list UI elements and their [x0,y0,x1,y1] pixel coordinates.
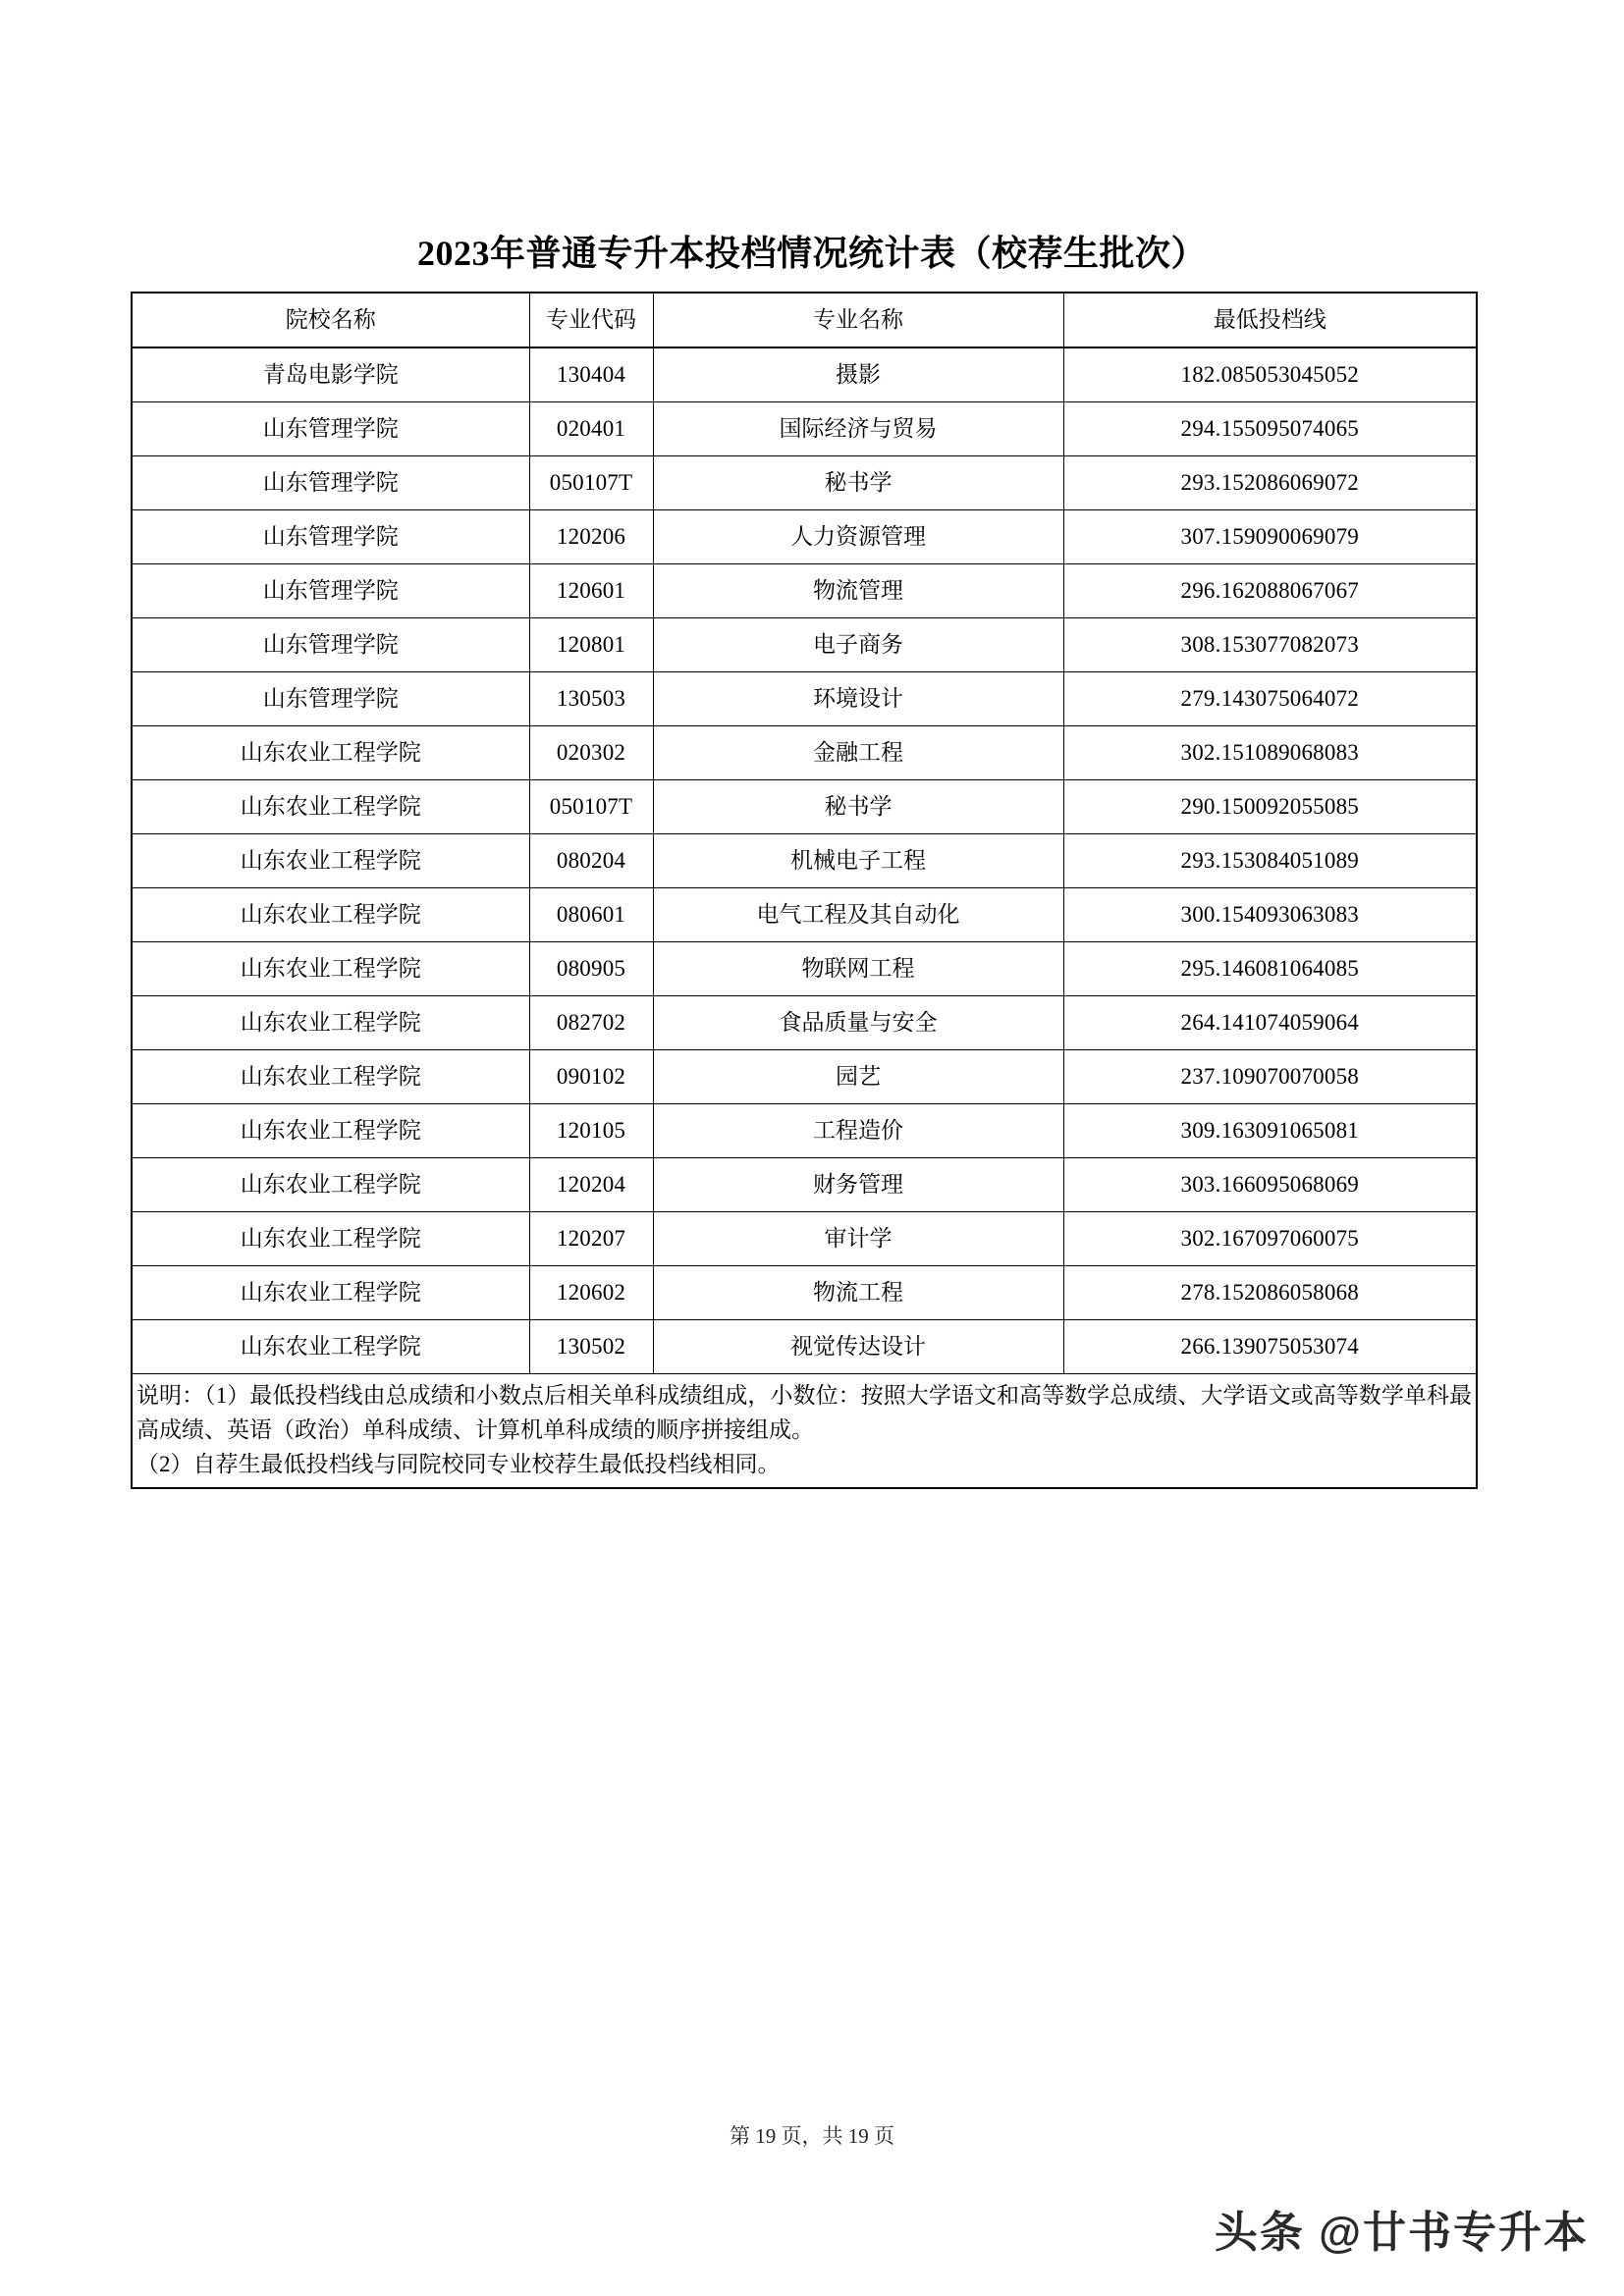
cell-major-code: 082702 [529,996,653,1050]
cell-min-score: 279.143075064072 [1063,672,1477,726]
table-row [132,402,1477,456]
cell-school: 山东农业工程学院 [132,1158,529,1212]
cell-school: 山东农业工程学院 [132,1320,529,1374]
table-row [132,1212,1477,1266]
cell-major-code: 130502 [529,1320,653,1374]
cell-min-score: 293.152086069072 [1063,456,1477,510]
cell-min-score: 296.162088067067 [1063,564,1477,618]
cell-min-score: 308.153077082073 [1063,618,1477,672]
cell-min-score: 302.151089068083 [1063,726,1477,780]
statistics-table-container [131,292,1476,1489]
cell-major-name: 机械电子工程 [653,834,1063,888]
cell-major-name: 园艺 [653,1050,1063,1104]
cell-major-code: 120801 [529,618,653,672]
cell-major-code: 080905 [529,942,653,996]
column-header-major-code: 专业代码 [529,293,653,347]
cell-major-name: 审计学 [653,1212,1063,1266]
table-row [132,780,1477,834]
cell-major-code: 080204 [529,834,653,888]
note-line-1: 说明：（1）最低投档线由总成绩和小数点后相关单科成绩组成，小数位：按照大学语文和高等数学总成绩、大学语文或高等数学单科最高成绩、英语（政治）单科成绩、计算机单科成绩的顺序拼接组成。 [136,1383,1472,1442]
cell-major-name: 电子商务 [653,618,1063,672]
statistics-table [131,292,1478,1489]
table-row [132,618,1477,672]
cell-major-code: 120204 [529,1158,653,1212]
column-header-min-score: 最低投档线 [1063,293,1477,347]
cell-major-code: 020302 [529,726,653,780]
cell-school: 山东农业工程学院 [132,1212,529,1266]
table-row [132,564,1477,618]
cell-major-name: 物联网工程 [653,942,1063,996]
cell-min-score: 264.141074059064 [1063,996,1477,1050]
cell-school: 山东管理学院 [132,510,529,564]
cell-major-name: 物流工程 [653,1266,1063,1320]
cell-school: 山东农业工程学院 [132,1050,529,1104]
cell-min-score: 303.166095068069 [1063,1158,1477,1212]
cell-min-score: 295.146081064085 [1063,942,1477,996]
table-row [132,834,1477,888]
cell-major-name: 工程造价 [653,1104,1063,1158]
table-row [132,888,1477,942]
cell-min-score: 293.153084051089 [1063,834,1477,888]
cell-school: 山东农业工程学院 [132,834,529,888]
note-row [132,1374,1477,1488]
cell-min-score: 237.109070070058 [1063,1050,1477,1104]
page-title: 2023年普通专升本投档情况统计表（校荐生批次） [416,234,1207,273]
table-row [132,942,1477,996]
cell-major-name: 秘书学 [653,780,1063,834]
cell-major-name: 人力资源管理 [653,510,1063,564]
table-row [132,996,1477,1050]
table-row [132,672,1477,726]
cell-major-name: 食品质量与安全 [653,996,1063,1050]
cell-school: 山东管理学院 [132,618,529,672]
cell-min-score: 290.150092055085 [1063,780,1477,834]
cell-major-name: 金融工程 [653,726,1063,780]
cell-major-code: 050107T [529,780,653,834]
cell-school: 青岛电影学院 [132,347,529,402]
cell-min-score: 302.167097060075 [1063,1212,1477,1266]
table-row [132,510,1477,564]
cell-school: 山东农业工程学院 [132,1266,529,1320]
cell-major-name: 电气工程及其自动化 [653,888,1063,942]
cell-school: 山东管理学院 [132,564,529,618]
cell-school: 山东农业工程学院 [132,780,529,834]
cell-school: 山东管理学院 [132,456,529,510]
cell-school: 山东农业工程学院 [132,726,529,780]
cell-major-code: 080601 [529,888,653,942]
cell-major-name: 秘书学 [653,456,1063,510]
cell-major-name: 国际经济与贸易 [653,402,1063,456]
table-row [132,1104,1477,1158]
cell-school: 山东农业工程学院 [132,996,529,1050]
cell-min-score: 307.159090069079 [1063,510,1477,564]
column-header-school: 院校名称 [132,293,529,347]
table-row [132,1158,1477,1212]
cell-school: 山东管理学院 [132,672,529,726]
cell-major-code: 120207 [529,1212,653,1266]
cell-major-code: 120206 [529,510,653,564]
cell-min-score: 182.085053045052 [1063,347,1477,402]
cell-major-code: 020401 [529,402,653,456]
table-row [132,456,1477,510]
cell-major-code: 090102 [529,1050,653,1104]
cell-major-code: 050107T [529,456,653,510]
cell-major-name: 摄影 [653,347,1063,402]
cell-min-score: 266.139075053074 [1063,1320,1477,1374]
cell-school: 山东农业工程学院 [132,1104,529,1158]
note-cell [132,1374,1477,1488]
table-body [132,347,1477,1374]
table-row [132,1320,1477,1374]
cell-major-code: 120601 [529,564,653,618]
table-row [132,726,1477,780]
table-row [132,347,1477,402]
cell-min-score: 309.163091065081 [1063,1104,1477,1158]
table-footnote [132,1374,1477,1488]
table-row [132,1266,1477,1320]
note-block [136,1379,1472,1482]
cell-major-name: 物流管理 [653,564,1063,618]
cell-major-name: 财务管理 [653,1158,1063,1212]
cell-major-name: 环境设计 [653,672,1063,726]
cell-major-code: 120602 [529,1266,653,1320]
cell-major-code: 130503 [529,672,653,726]
cell-school: 山东农业工程学院 [132,942,529,996]
table-row [132,1050,1477,1104]
cell-min-score: 300.154093063083 [1063,888,1477,942]
cell-major-name: 视觉传达设计 [653,1320,1063,1374]
table-header [132,293,1477,347]
cell-school: 山东农业工程学院 [132,888,529,942]
cell-min-score: 294.155095074065 [1063,402,1477,456]
watermark-label: 头条 @廿书专升本 [1214,2209,1589,2257]
cell-major-code: 130404 [529,347,653,402]
note-line-2: （2）自荐生最低投档线与同院校同专业校荐生最低投档线相同。 [136,1451,781,1476]
page-number-footer: 第 19 页，共 19 页 [730,2124,894,2148]
column-header-major-name: 专业名称 [653,293,1063,347]
cell-major-code: 120105 [529,1104,653,1158]
table-header-row [132,293,1477,347]
cell-min-score: 278.152086058068 [1063,1266,1477,1320]
cell-school: 山东管理学院 [132,402,529,456]
